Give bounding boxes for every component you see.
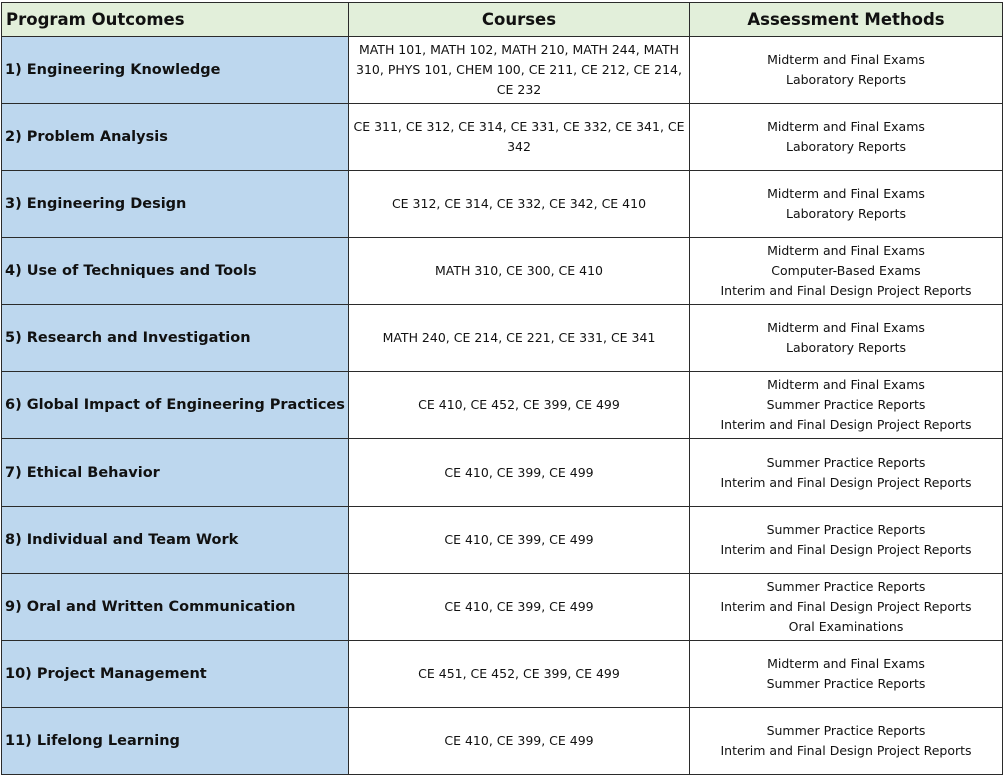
assessment-method: Summer Practice Reports: [766, 454, 926, 470]
assessment-methods-cell: [690, 439, 1003, 506]
courses-cell: CE 410, CE 399, CE 499: [349, 707, 690, 774]
assessment-method: Summer Practice Reports: [766, 722, 926, 738]
assessment-methods-cell: [690, 573, 1003, 640]
assessment-method: Interim and Final Design Project Reports: [720, 541, 972, 557]
outcome-cell: 7) Ethical Behavior: [2, 439, 349, 506]
courses-cell: CE 311, CE 312, CE 314, CE 331, CE 332, CE 341, CE 342: [349, 104, 690, 171]
table-row: [2, 171, 1003, 238]
assessment-method: Midterm and Final Exams: [767, 186, 925, 202]
assessment-methods-cell: [690, 640, 1003, 707]
assessment-methods-cell: [690, 104, 1003, 171]
outcome-cell: 5) Research and Investigation: [2, 305, 349, 372]
courses-cell: CE 410, CE 399, CE 499: [349, 439, 690, 506]
assessment-methods-cell: [690, 37, 1003, 104]
header-row: [2, 3, 1003, 37]
header-courses: Courses: [349, 3, 690, 37]
assessment-method: Interim and Final Design Project Reports: [720, 283, 972, 299]
outcome-cell: 6) Global Impact of Engineering Practices: [2, 372, 349, 439]
assessment-method: Summer Practice Reports: [766, 675, 926, 691]
assessment-method: Laboratory Reports: [785, 206, 906, 222]
assessment-method: Laboratory Reports: [785, 340, 906, 356]
assessment-method: Summer Practice Reports: [766, 397, 926, 413]
assessment-methods-cell: [690, 238, 1003, 305]
assessment-method: Computer-Based Exams: [771, 263, 921, 279]
program-outcomes-table: [1, 2, 1003, 775]
assessment-methods-cell: [690, 707, 1003, 774]
outcome-cell: 9) Oral and Written Communication: [2, 573, 349, 640]
assessment-methods-cell: [690, 171, 1003, 238]
assessment-methods-cell: [690, 372, 1003, 439]
courses-cell: MATH 310, CE 300, CE 410: [349, 238, 690, 305]
assessment-method: Interim and Final Design Project Reports: [720, 474, 972, 490]
assessment-method: Oral Examinations: [788, 618, 904, 634]
assessment-methods-cell: [690, 506, 1003, 573]
courses-cell: CE 410, CE 452, CE 399, CE 499: [349, 372, 690, 439]
outcome-cell: 11) Lifelong Learning: [2, 707, 349, 774]
assessment-method: Midterm and Final Exams: [767, 320, 925, 336]
assessment-methods-cell: [690, 305, 1003, 372]
assessment-method: Midterm and Final Exams: [767, 52, 925, 68]
table-row: [2, 439, 1003, 506]
assessment-method: Laboratory Reports: [785, 139, 906, 155]
assessment-method: Summer Practice Reports: [766, 578, 926, 594]
assessment-method: Midterm and Final Exams: [767, 377, 925, 393]
assessment-method: Midterm and Final Exams: [767, 655, 925, 671]
courses-cell: MATH 240, CE 214, CE 221, CE 331, CE 341: [349, 305, 690, 372]
outcome-cell: 3) Engineering Design: [2, 171, 349, 238]
table-row: [2, 640, 1003, 707]
outcome-cell: 8) Individual and Team Work: [2, 506, 349, 573]
courses-cell: CE 410, CE 399, CE 499: [349, 506, 690, 573]
outcome-cell: 10) Project Management: [2, 640, 349, 707]
outcome-cell: 2) Problem Analysis: [2, 104, 349, 171]
table-row: [2, 372, 1003, 439]
table-row: [2, 104, 1003, 171]
assessment-method: Laboratory Reports: [785, 72, 906, 88]
assessment-method: Interim and Final Design Project Reports: [720, 417, 972, 433]
assessment-method: Midterm and Final Exams: [767, 243, 925, 259]
courses-cell: CE 312, CE 314, CE 332, CE 342, CE 410: [349, 171, 690, 238]
table-row: [2, 37, 1003, 104]
assessment-method: Midterm and Final Exams: [767, 119, 925, 135]
table-row: [2, 305, 1003, 372]
table-row: [2, 238, 1003, 305]
assessment-method: Interim and Final Design Project Reports: [720, 598, 972, 614]
outcome-cell: 4) Use of Techniques and Tools: [2, 238, 349, 305]
courses-cell: CE 451, CE 452, CE 399, CE 499: [349, 640, 690, 707]
table-row: [2, 573, 1003, 640]
table-row: [2, 707, 1003, 774]
table-body: [2, 37, 1003, 775]
outcome-cell: 1) Engineering Knowledge: [2, 37, 349, 104]
courses-cell: CE 410, CE 399, CE 499: [349, 573, 690, 640]
assessment-method: Summer Practice Reports: [766, 521, 926, 537]
header-program-outcomes: Program Outcomes: [2, 3, 349, 37]
table-row: [2, 506, 1003, 573]
header-assessment-methods: Assessment Methods: [690, 3, 1003, 37]
courses-cell: MATH 101, MATH 102, MATH 210, MATH 244, MATH 310, PHYS 101, CHEM 100, CE 211, CE 212, CE 214, CE 232: [349, 37, 690, 104]
assessment-method: Interim and Final Design Project Reports: [720, 742, 972, 758]
